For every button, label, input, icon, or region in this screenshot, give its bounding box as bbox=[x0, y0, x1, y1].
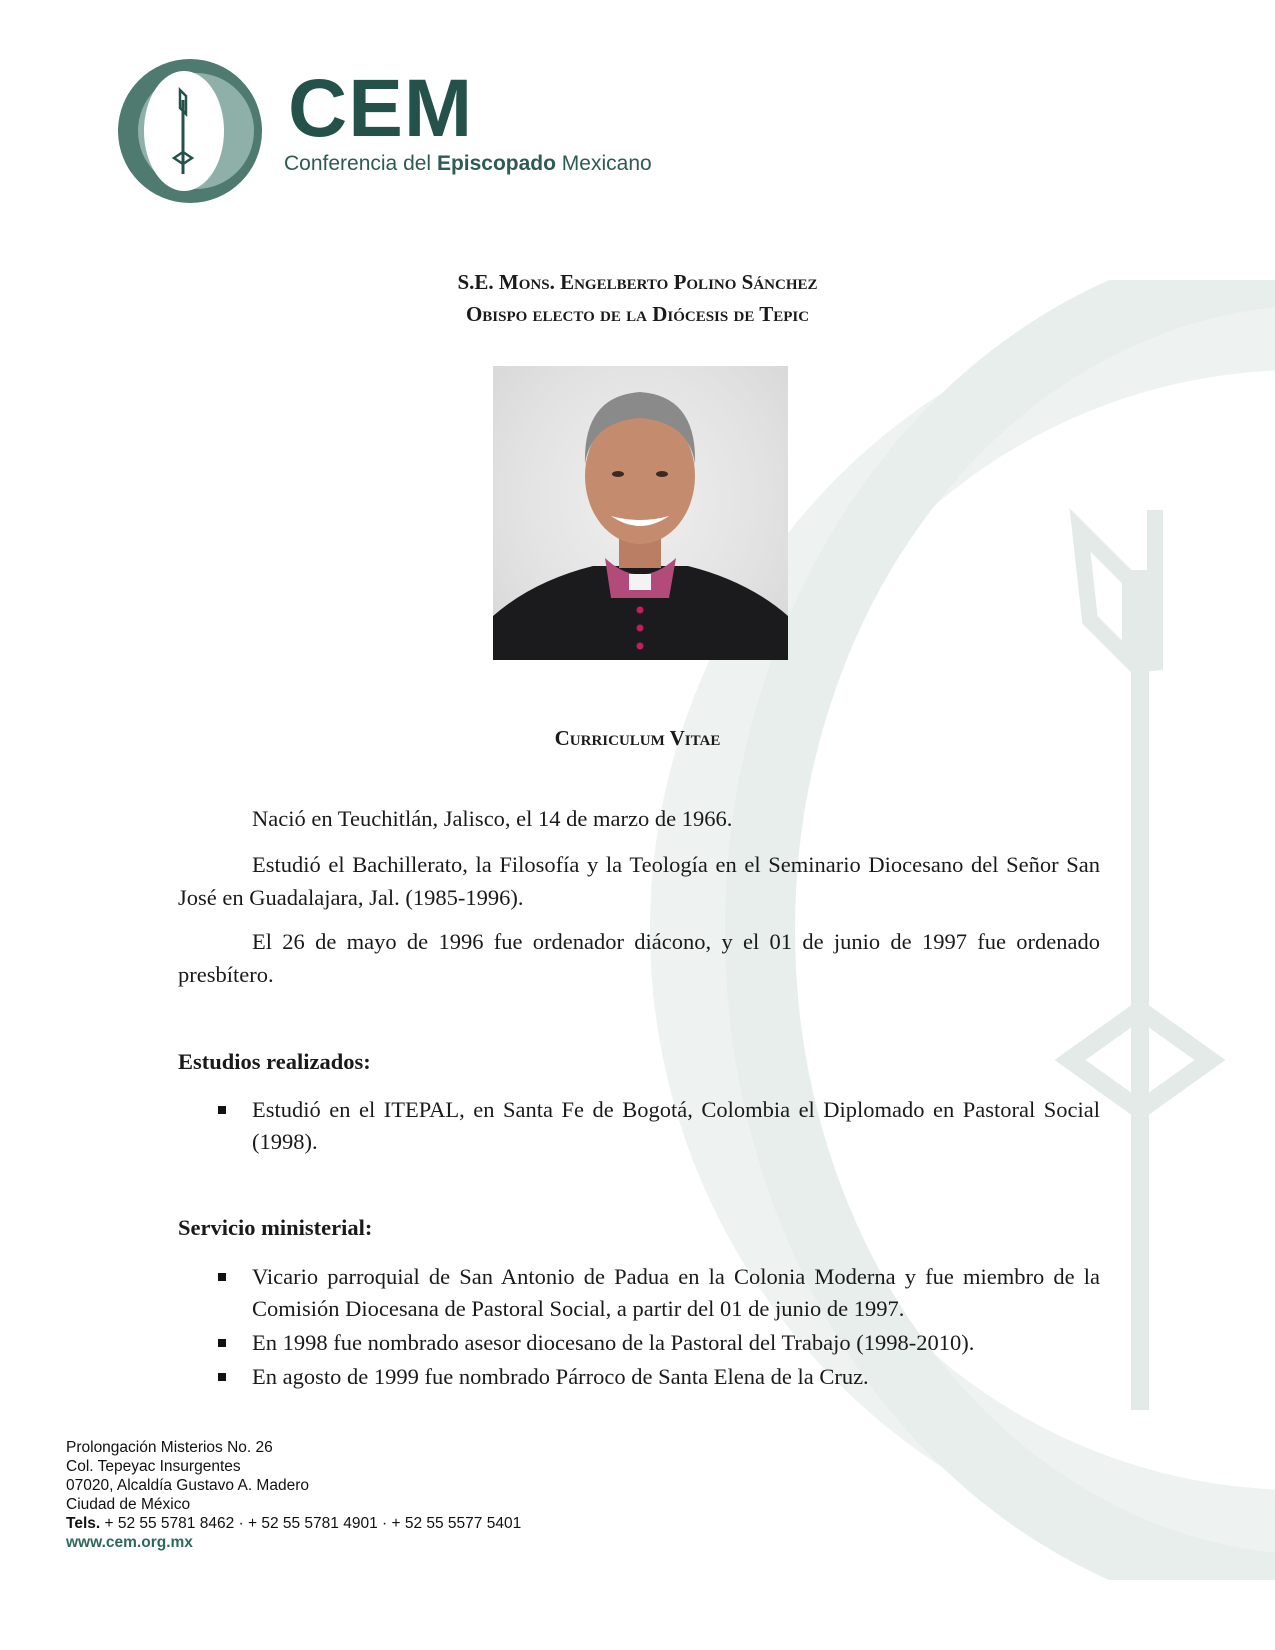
ministry-list bbox=[178, 1261, 1100, 1395]
cem-emblem-icon bbox=[112, 56, 262, 206]
bullet-square-icon bbox=[218, 1373, 226, 1381]
paragraph-ordination: El 26 de mayo de 1996 fue ordenador diácono, y el 01 de junio de 1997 fue ordenado presbítero. bbox=[178, 929, 1100, 987]
list-item: En agosto de 1999 fue nombrado Párroco de Santa Elena de la Cruz. bbox=[178, 1361, 1100, 1393]
studies-list bbox=[178, 1094, 1100, 1160]
bullet-square-icon bbox=[218, 1106, 226, 1114]
address-line: Ciudad de México bbox=[66, 1496, 191, 1513]
address-line: Col. Tepeyac Insurgentes bbox=[66, 1458, 241, 1475]
list-item: En 1998 fue nombrado asesor diocesano de la Pastoral del Trabajo (1998-2010). bbox=[178, 1327, 1100, 1359]
phone-numbers: Tels. + 52 55 5781 8462 · + 52 55 5781 4901 · + 52 55 5577 5401 bbox=[66, 1515, 522, 1532]
document-heading bbox=[0, 266, 1275, 330]
paragraph-education: Estudió el Bachillerato, la Filosofía y la Teología en el Seminario Diocesano del Señor San José en Guadalajara, Jal. (1985-1996). bbox=[178, 852, 1100, 910]
cv-title: Curriculum Vitae bbox=[554, 726, 721, 750]
address-line: 07020, Alcaldía Gustavo A. Madero bbox=[66, 1477, 309, 1494]
studies-heading: Estudios realizados: bbox=[178, 1049, 371, 1074]
logo-acronym: CEM bbox=[288, 63, 474, 154]
portrait-illustration bbox=[493, 366, 788, 660]
website-link[interactable]: www.cem.org.mx bbox=[66, 1534, 193, 1551]
list-item: Estudió en el ITEPAL, en Santa Fe de Bogotá, Colombia el Diplomado en Pastoral Social (1998). bbox=[178, 1094, 1100, 1158]
list-item: Vicario parroquial de San Antonio de Padua en la Colonia Moderna y fue miembro de la Comisión Diocesana de Pastoral Social, a partir del 01 de junio de 1997. bbox=[178, 1261, 1100, 1325]
footer-contact bbox=[66, 1438, 521, 1552]
bullet-square-icon bbox=[218, 1273, 226, 1281]
ministry-heading: Servicio ministerial: bbox=[178, 1215, 373, 1240]
bullet-square-icon bbox=[218, 1339, 226, 1347]
paragraph-birth: Nació en Teuchitlán, Jalisco, el 14 de marzo de 1966. bbox=[252, 806, 733, 831]
logo-full-name: Conferencia del Episcopado Mexicano bbox=[284, 152, 652, 175]
bishop-name: S.E. Mons. Engelberto Polino Sánchez bbox=[457, 270, 818, 294]
bishop-title: Obispo electo de la Diócesis de Tepic bbox=[465, 302, 810, 326]
cem-logo bbox=[112, 56, 672, 206]
bishop-portrait bbox=[493, 366, 788, 660]
address-line: Prolongación Misterios No. 26 bbox=[66, 1439, 273, 1456]
